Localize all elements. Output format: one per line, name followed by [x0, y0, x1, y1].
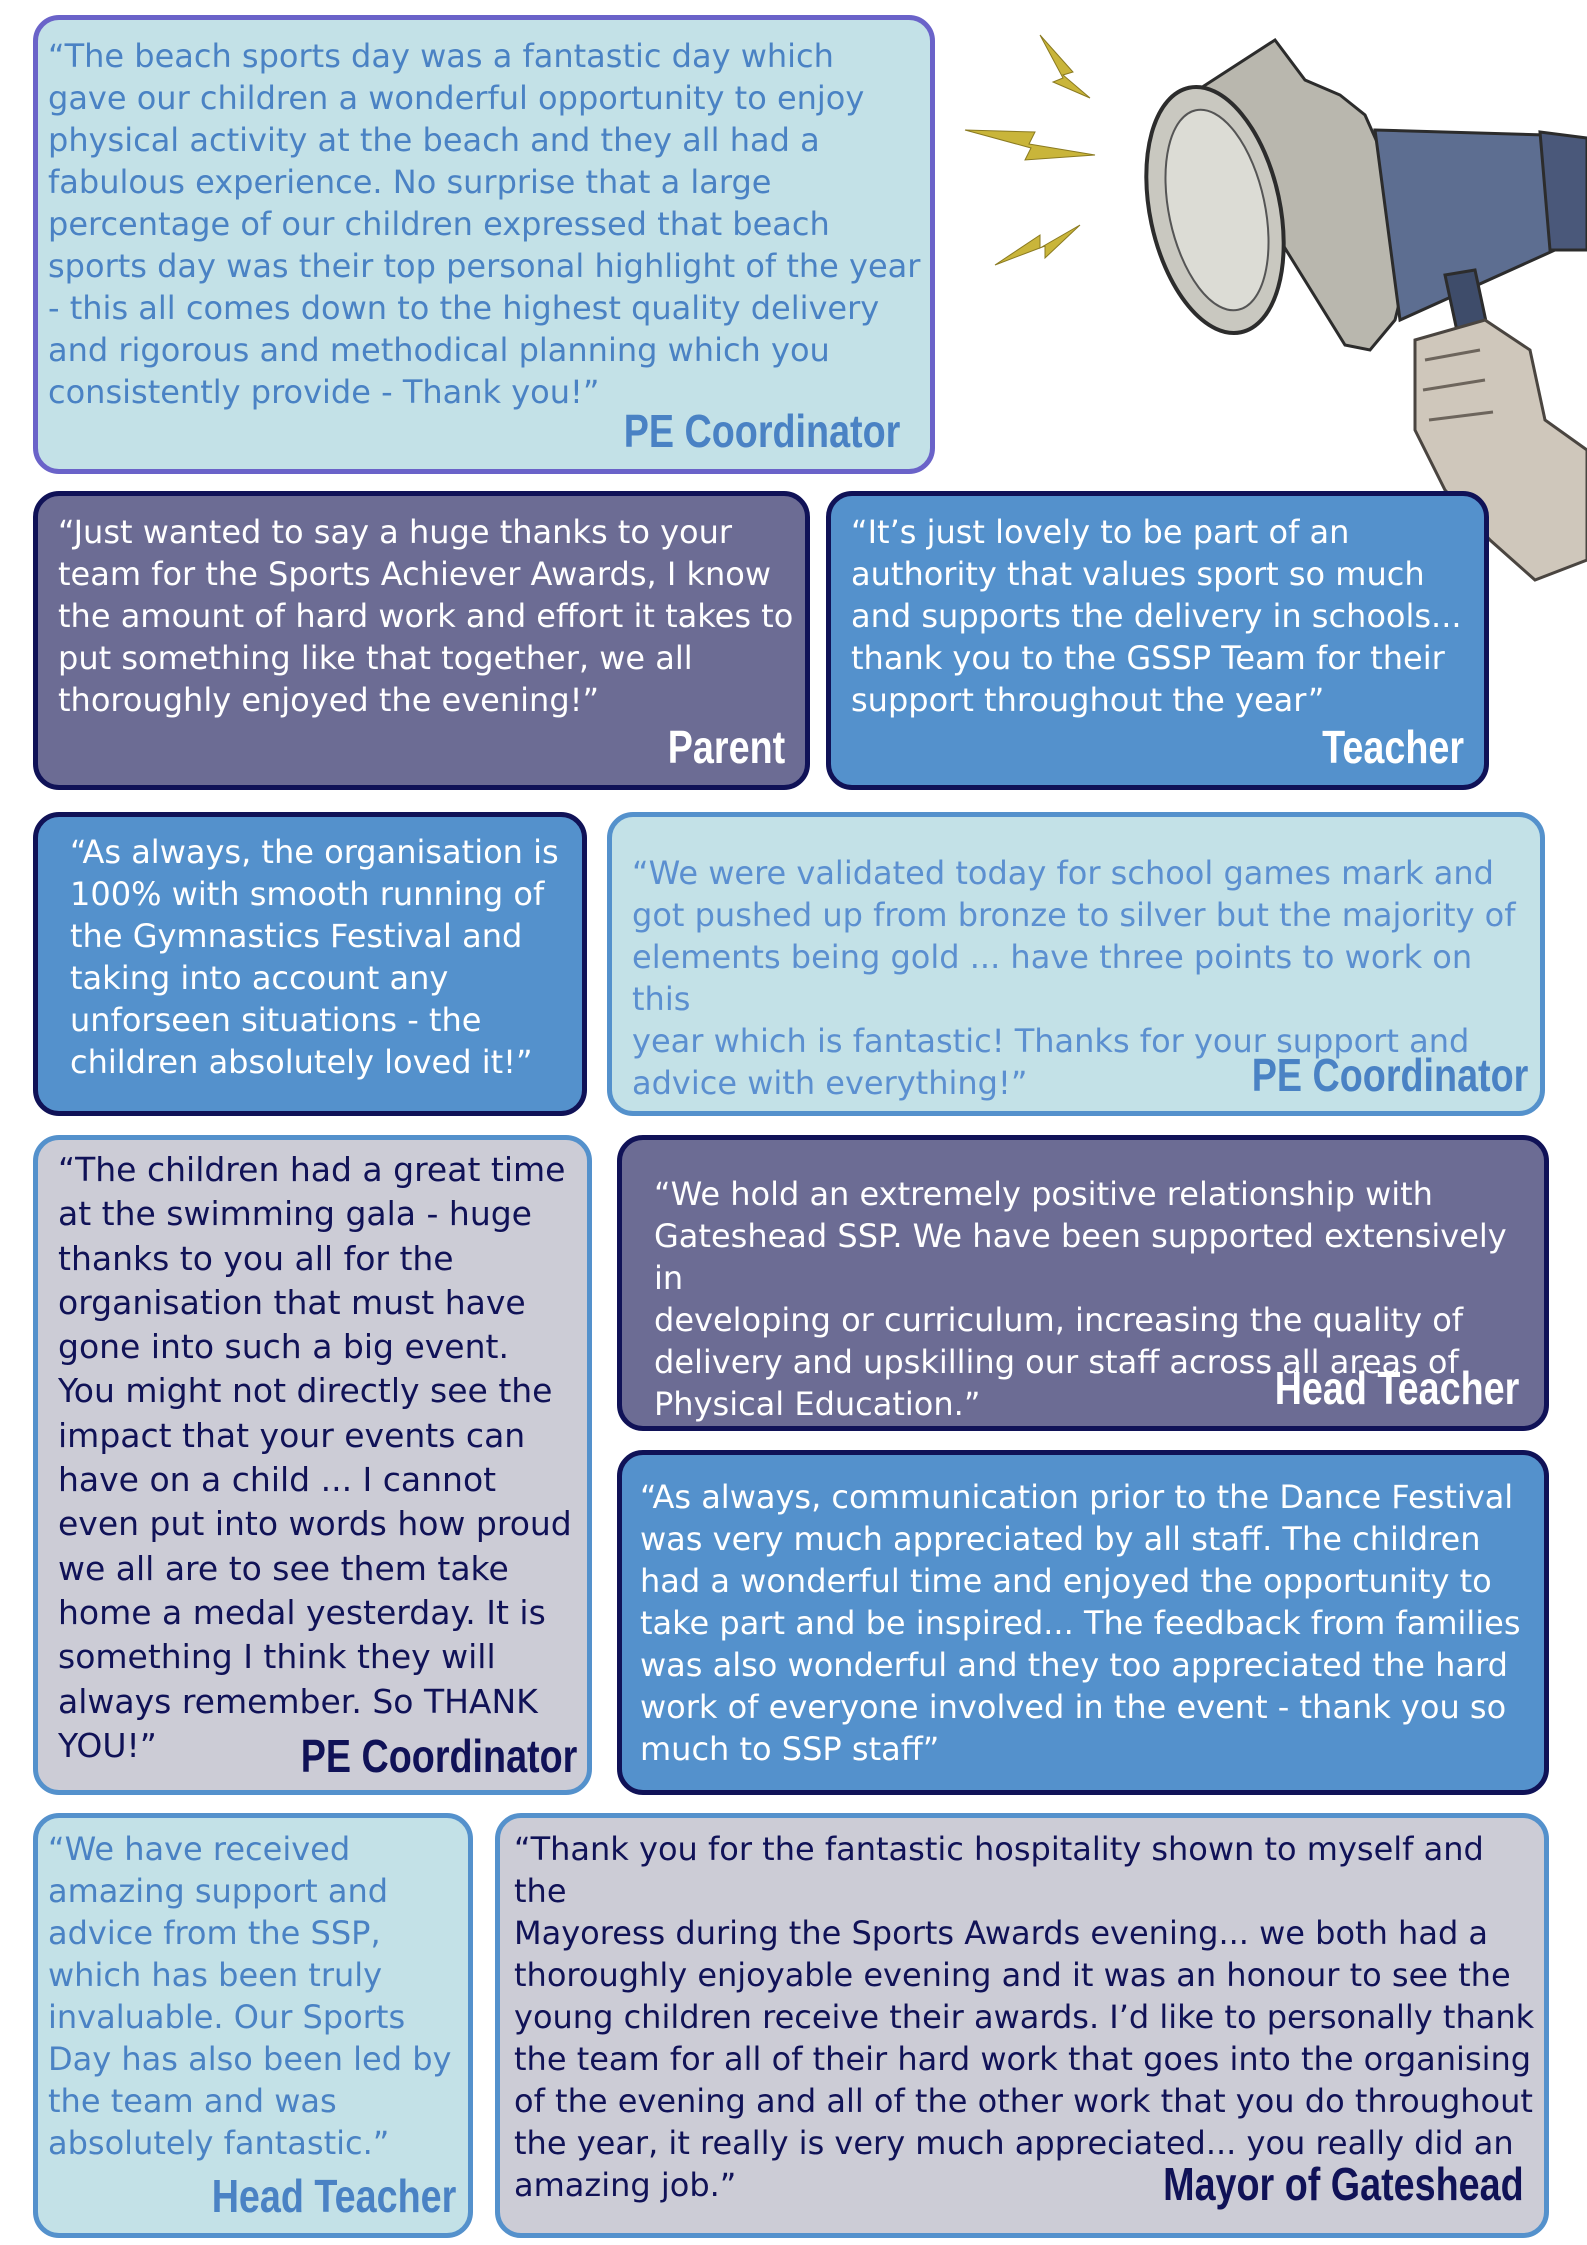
testimonial-quote: “The beach sports day was a fantastic day which gave our children a wonderful opportunity to enjoy physical activity at the beach and they all had a fabulous experience. No surprise that a large percentage of our children expressed that beach sports day was their top personal highlight of the year - this all comes down to the highest quality delivery and rigorous and methodical planning which you consistently provide - Thank you!” — [48, 37, 921, 411]
testimonial-card-swimming-gala — [33, 1135, 592, 1795]
testimonial-author: Head Teacher — [211, 2170, 456, 2222]
testimonial-author: Teacher — [1322, 721, 1464, 773]
testimonial-quote: “Just wanted to say a huge thanks to your team for the Sports Achiever Awards, I know the amount of hard work and effort it takes to put something like that together, we all thoroughly enjoyed the evening!” — [58, 513, 794, 719]
testimonial-author: PE Coordinator — [300, 1730, 577, 1782]
testimonial-author: PE Coordinator — [1251, 1049, 1528, 1101]
testimonial-quote: “Thank you for the fantastic hospitality shown to myself and the Mayoress during the Sports Awards evening... we both had a thoroughly enjoyable evening and it was an honour to see the young children receive their awards. I’d like to personally thank the team for all of their hard work that goes into the organising of the evening and all of the other work that you do throughout the year, it really is very much appreciated... you really did an amazing job.” — [514, 1830, 1535, 2204]
testimonial-card-dance-festival — [617, 1450, 1549, 1795]
testimonial-quote: “As always, communication prior to the Dance Festival was very much appreciated by all staff. The children had a wonderful time and enjoyed the opportunity to take part and be inspired... The feedback from families was also wonderful and they too appreciated the hard work of everyone involved in the event - thank you so much to SSP staff” — [640, 1478, 1521, 1768]
testimonial-quote: “As always, the organisation is 100% with smooth running of the Gymnastics Festival and taking into account any unforseen situations - the children absolutely loved it!” — [70, 833, 559, 1081]
testimonial-author: PE Coordinator — [623, 405, 900, 457]
testimonial-author: Head Teacher — [1274, 1362, 1519, 1414]
testimonial-quote: “The children had a great time at the swimming gala - huge thanks to you all for the organisation that must have gone into such a big event. You might not directly see the impact that your events can have on a child ... I cannot even put into words how proud we all are to see them take home a medal yesterday. It is something I think they will always remember. So THANK YOU!” — [58, 1150, 572, 1765]
testimonial-card-sports-achiever-awards — [33, 491, 810, 790]
testimonial-quote: “We hold an extremely positive relationship with Gateshead SSP. We have been supported extensively in developing or curriculum, increasing the quality of delivery and upskilling our staff across all areas of Physical Education.” — [654, 1175, 1507, 1423]
testimonial-card-positive-relationship — [617, 1135, 1549, 1431]
testimonial-author: Parent — [667, 721, 785, 773]
testimonial-quote: “It’s just lovely to be part of an authority that values sport so much and supports the delivery in schools... thank you to the GSSP Team for their support throughout the year” — [851, 513, 1462, 719]
testimonial-card-beach-sports-day — [33, 15, 935, 474]
testimonial-quote: “We have received amazing support and advice from the SSP, which has been truly invaluable. Our Sports Day has also been led by the team and was absolutely fantastic.” — [48, 1830, 452, 2162]
testimonial-card-gymnastics-festival — [33, 812, 587, 1116]
testimonial-card-sports-awards-hospitality — [495, 1813, 1549, 2238]
testimonial-card-school-games-mark — [607, 812, 1545, 1116]
testimonial-author: Mayor of Gateshead — [1163, 2158, 1524, 2210]
lightning-icon — [965, 35, 1095, 265]
testimonial-card-ssp-support — [33, 1813, 473, 2238]
testimonial-quote: “We were validated today for school games mark and got pushed up from bronze to silver but the majority of elements being gold ... have three points to work on this year which is fantastic! Thanks for your support and advice with everything!” — [632, 854, 1516, 1102]
testimonial-card-gssp-team — [826, 491, 1489, 790]
